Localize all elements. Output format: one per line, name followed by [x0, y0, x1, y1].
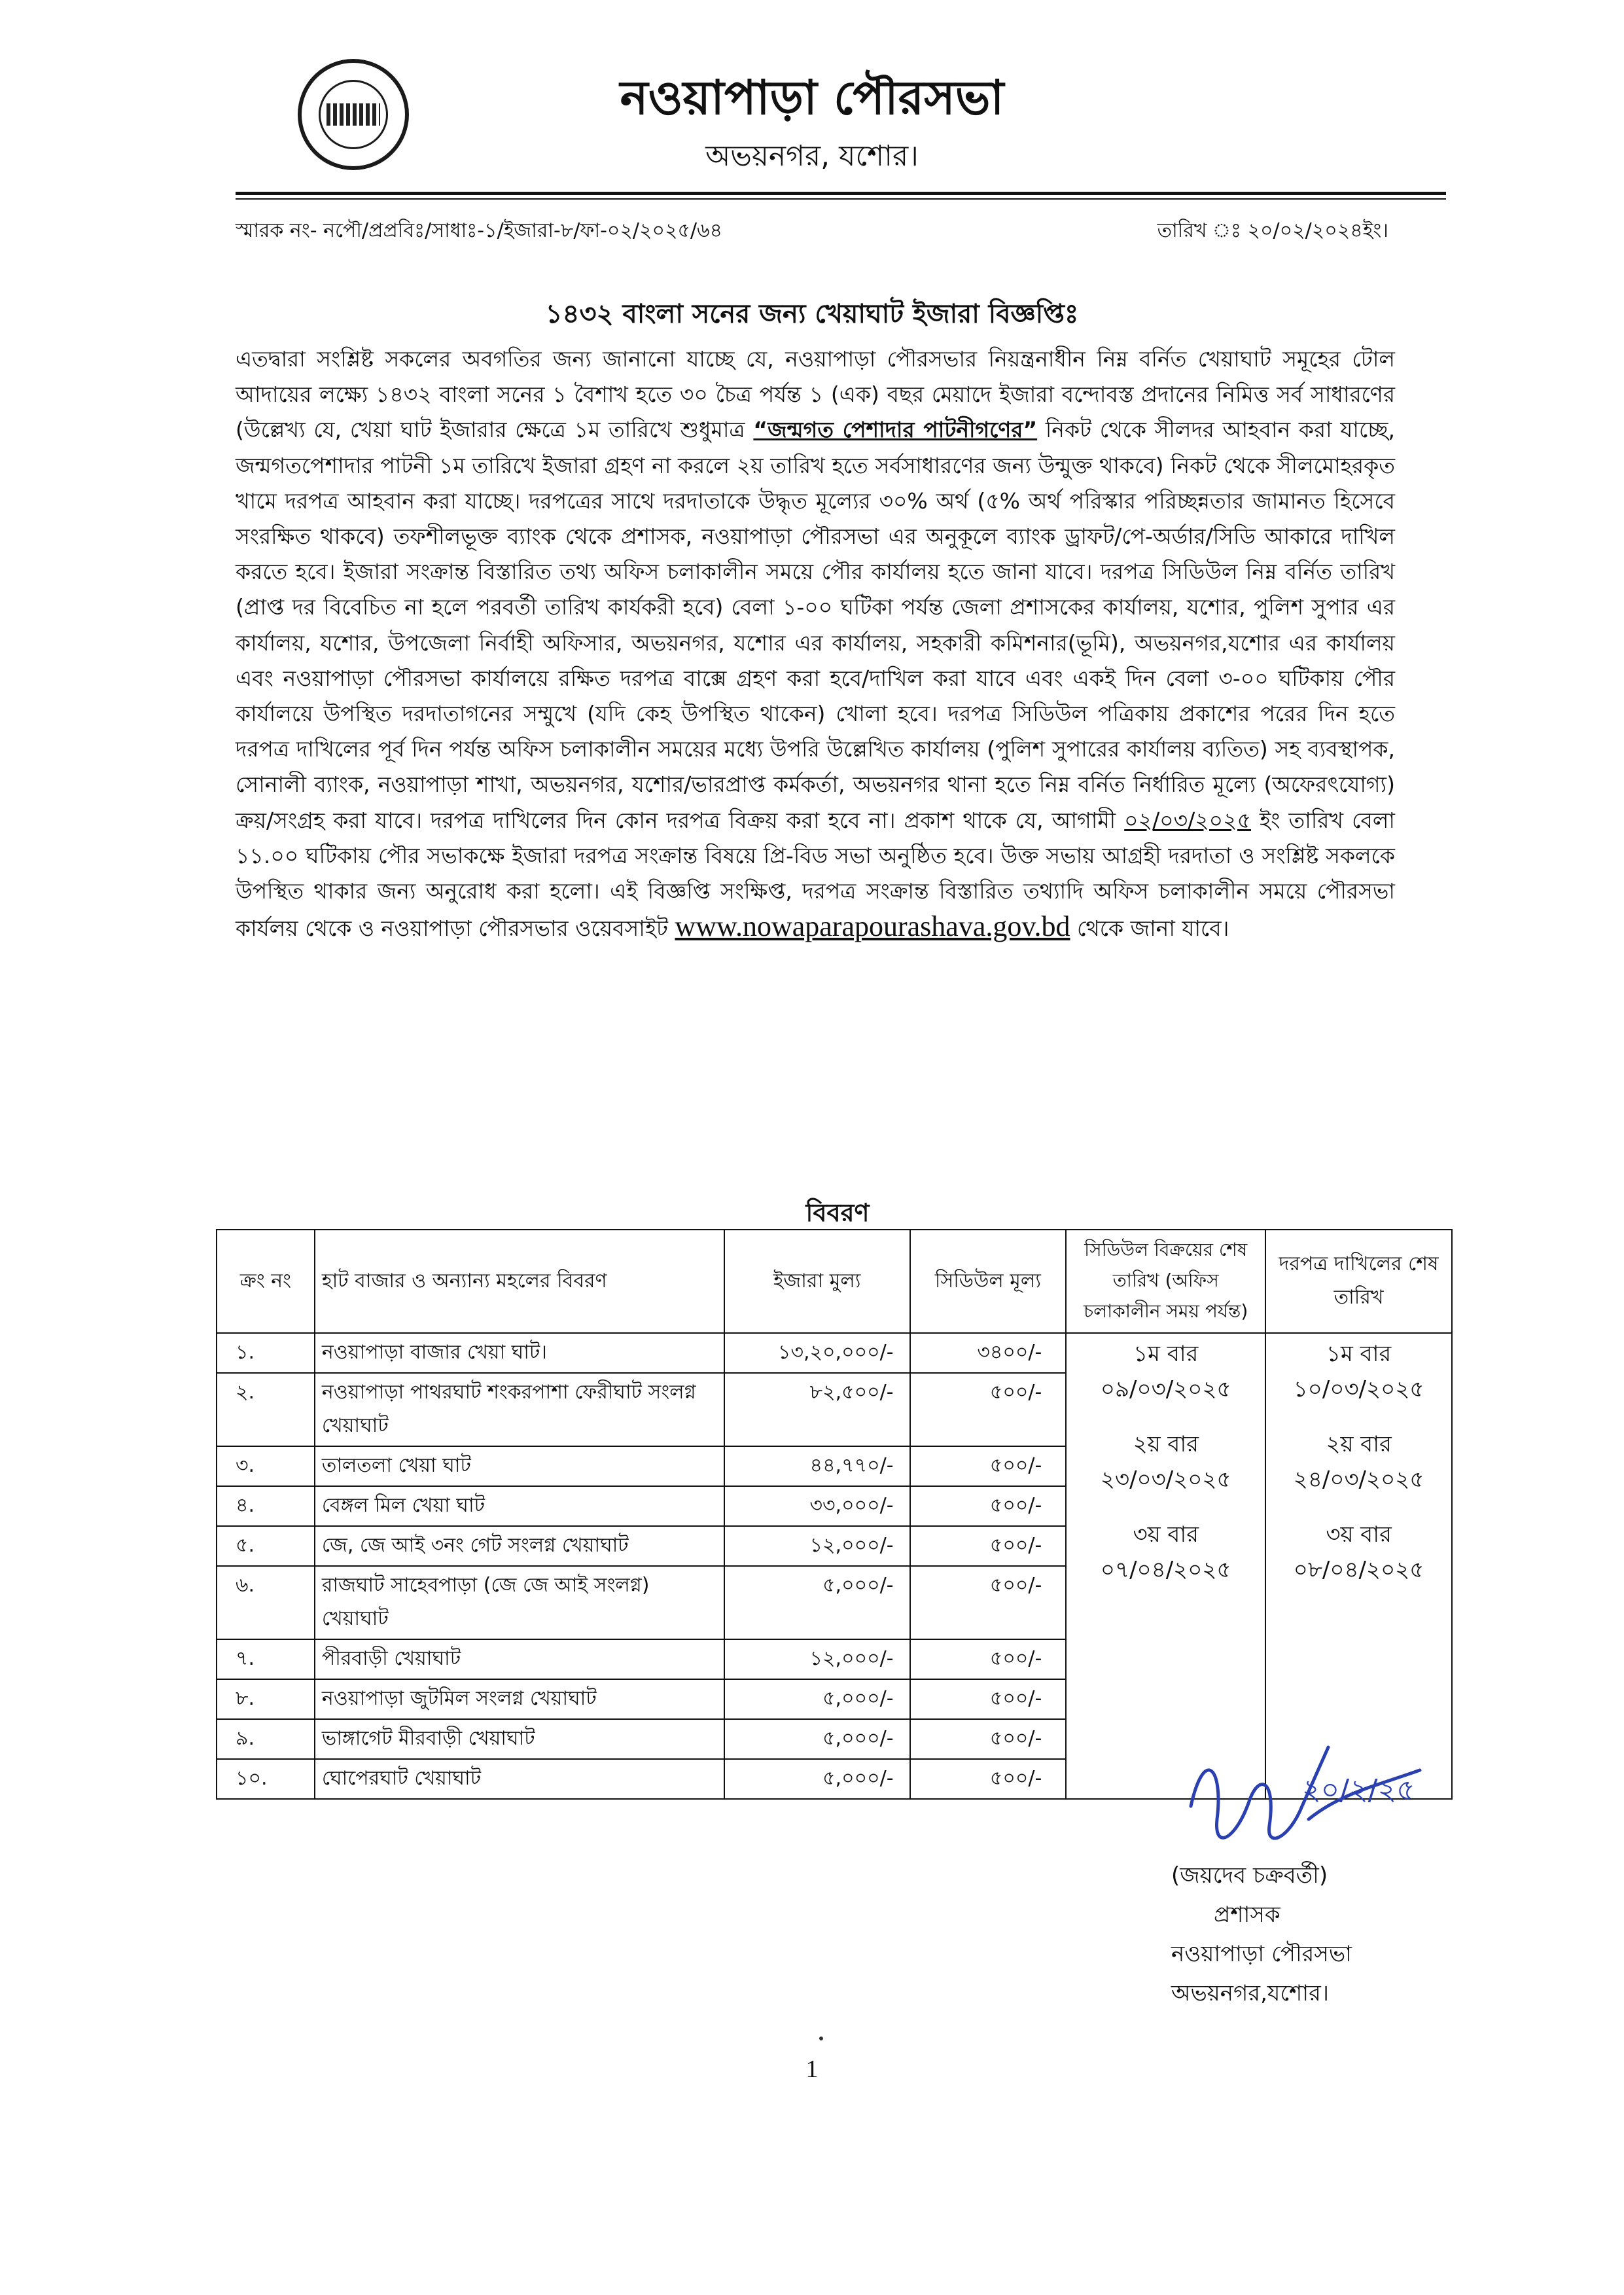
row-lease-value: ৮২,৫০০/- [724, 1373, 910, 1446]
row-schedule-price: ৩৪০০/- [910, 1333, 1067, 1373]
page-subtitle: অভয়নগর, যশোর। [705, 139, 919, 173]
notice-body-part-1: এতদ্বারা সংশ্লিষ্ট সকলের অবগতির জন্য জানানো যাচ্ছে যে, নওয়াপাড়া পৌরসভার নিয়ন্ত্রনাধীন নিম্ন বর্নিত খেয়াঘাট সমূহের টোল আদায়ের লক্ষ্যে ১৪৩২ বাংলা সনের ১ বৈশাখ হতে ৩০ চৈত্র পর্যন্ত ১ (এক) বছর মেয়াদে ইজারা বন্দোবস্ত প্রদানের নিমিত্ত সর্ব সাধারণের (উল্লেখ্য যে, খেয়া ঘাট ইজারার ক্ষেত্রে ১ম তারিখে শুধুমাত্র [236, 346, 1395, 443]
website-link[interactable]: www.nowaparapourashava.gov.bd [675, 910, 1070, 943]
submit-round-2-label: ২য় বার [1326, 1431, 1392, 1457]
row-serial: ১০. [217, 1759, 315, 1799]
sale-round-2-date: ২৩/০৩/২০২৫ [1100, 1467, 1231, 1493]
row-lease-value: ১৩,২০,০০০/- [724, 1333, 910, 1373]
row-serial: ৪. [217, 1486, 315, 1526]
notice-body [236, 342, 1395, 946]
row-lease-value: ৩৩,০০০/- [724, 1486, 910, 1526]
submit-round-3-label: ৩য় বার [1326, 1521, 1392, 1548]
row-schedule-price: ৫০০/- [910, 1759, 1067, 1799]
sale-round-1-date: ০৯/০৩/২০২৫ [1100, 1376, 1231, 1402]
header-schedule-sale-deadline: সিডিউল বিক্রয়ের শেষ তারিখ (অফিস চলাকালীন সময় পর্যন্ত) [1066, 1230, 1265, 1333]
row-schedule-price: ৫০০/- [910, 1373, 1067, 1446]
signature-date: ২০/২/২৫ [1302, 1773, 1415, 1807]
memo-date: তারিখ ঃ ২০/০২/২০২৪ইং। [1157, 219, 1388, 242]
row-description: নওয়াপাড়া পাথরঘাট শংকরপাশা ফেরীঘাট সংলগ্ন খেয়াঘাট [315, 1373, 724, 1446]
row-serial: ২. [217, 1373, 315, 1446]
header-description: হাট বাজার ও অন্যান্য মহলের বিবরণ [315, 1230, 724, 1333]
row-serial: ১. [217, 1333, 315, 1373]
submit-round-1-label: ১ম বার [1326, 1341, 1392, 1367]
header-schedule-price: সিডিউল মূল্য [910, 1230, 1067, 1333]
row-lease-value: ৪৪,৭৭০/- [724, 1446, 910, 1486]
sale-round-1-label: ১ম বার [1133, 1341, 1199, 1367]
row-schedule-price: ৫০০/- [910, 1719, 1067, 1759]
table-caption: বিবরণ [805, 1198, 870, 1227]
row-description: তালতলা খেয়া ঘাট [315, 1446, 724, 1486]
row-description: পীরবাড়ী খেয়াঘাট [315, 1639, 724, 1679]
sale-round-2-label: ২য় বার [1133, 1431, 1199, 1457]
row-lease-value: ৫,০০০/- [724, 1566, 910, 1639]
row-description: ভাঙ্গাগেট মীরবাড়ী খেয়াঘাট [315, 1719, 724, 1759]
signatory-designation: প্রশাসক [1214, 1902, 1280, 1928]
row-description: রাজঘাট সাহেবপাড়া (জে জে আই সংলগ্ন) খেয়াঘাট [315, 1566, 724, 1639]
notice-body-part-4: থেকে জানা যাবে। [1070, 916, 1229, 942]
page-number: 1 [805, 2055, 819, 2083]
row-serial: ৯. [217, 1719, 315, 1759]
sale-round-3-label: ৩য় বার [1133, 1521, 1199, 1548]
notice-body-part-2: নিকট থেকে সীলদর আহবান করা যাচ্ছে, জন্মগতপেশাদার পাটনী ১ম তারিখে ইজারা গ্রহণ না করলে ২য় তারিখ হতে সর্বসাধারণের জন্য উন্মুক্ত থাকবে) নিকট থেকে সীলমোহরকৃত খামে দরপত্র আহবান করা যাচ্ছে। দরপত্রের সাথে দরদাতাকে উদ্ধৃত মূল্যের ৩০% অর্থ (৫% অর্থ পরিস্কার পরিচ্ছন্নতার জামানত হিসেবে সংরক্ষিত থাকবে) তফশীলভূক্ত ব্যাংক থেকে প্রশাসক, নওয়াপাড়া পৌরসভা এর অনুকূলে ব্যাংক ড্রাফট/পে-অর্ডার/সিডি আকারে দাখিল করতে হবে। ইজারা সংক্রান্ত বিস্তারিত তথ্য অফিস চলাকালীন সময়ে পৌর কার্যালয় হতে জানা যাবে। দরপত্র সিডিউল নিম্ন বর্নিত তারিখ (প্রাপ্ত দর বিবেচিত না হলে পরবর্তী তারিখ কার্যকরী হবে) বেলা ১-০০ ঘটিকা পর্যন্ত জেলা প্রশাসকের কার্যালয়, যশোর, পুলিশ সুপার এর কার্যালয়, যশোর, উপজেলা নির্বাহী অফিসার, অভয়নগর, যশোর এর কার্যালয়, সহকারী কমিশনার(ভূমি), অভয়নগর,যশোর এর কার্যালয় এবং নওয়াপাড়া পৌরসভা কার্যালয়ে রক্ষিত দরপত্র বাক্সে গ্রহণ করা হবে/দাখিল করা যাবে এবং একই দিন বেলা ৩-০০ ঘটিকায় পৌর কার্যালয়ে উপস্থিত দরদাতাগনের সম্মুখে (যদি কেহ উপস্থিত থাকেন) খোলা হবে। দরপত্র সিডিউল পত্রিকায় প্রকাশের পরের দিন হতে দরপত্র দাখিলের পূর্ব দিন পর্যন্ত অফিস চলাকালীন সময়ের মধ্যে উপরি উল্লেখিত কার্যালয় (পুলিশ সুপারের কার্যালয় ব্যতিত) সহ ব্যবস্থাপক, সোনালী ব্যাংক, নওয়াপাড়া শাখা, অভয়নগর, যশোর/ভারপ্রাপ্ত কর্মকর্তা, অভয়নগর থানা হতে নিম্ন বর্নিত নির্ধারিত মূল্যে (অফেরৎযোগ্য) ক্রয়/সংগ্রহ করা যাবে। দরপত্র দাখিলের দিন কোন দরপত্র বিক্রয় করা হবে না। প্রকাশ থাকে যে, আগামী [236, 417, 1395, 833]
submit-round-1-date: ১০/০৩/২০২৫ [1293, 1376, 1424, 1402]
row-serial: ৩. [217, 1446, 315, 1486]
notice-title: ১৪৩২ বাংলা সনের জন্য খেয়াঘাট ইজারা বিজ্ঞপ্তিঃ [545, 299, 1079, 329]
submit-round-2-date: ২৪/০৩/২০২৫ [1293, 1467, 1424, 1493]
row-lease-value: ১২,০০০/- [724, 1526, 910, 1566]
row-description: নওয়াপাড়া বাজার খেয়া ঘাট। [315, 1333, 724, 1373]
handwritten-signature [1178, 1708, 1426, 1872]
row-schedule-price: ৫০০/- [910, 1486, 1067, 1526]
row-serial: ৫. [217, 1526, 315, 1566]
signatory-name: (জয়দেব চক্রবর্তী) [1171, 1862, 1328, 1889]
row-schedule-price: ৫০০/- [910, 1526, 1067, 1566]
header-submission-deadline: দরপত্র দাখিলের শেষ তারিখ [1265, 1230, 1452, 1333]
signatory-office: নওয়াপাড়া পৌরসভা [1171, 1941, 1352, 1967]
header-divider-thick [236, 192, 1446, 195]
notice-body-part-3: ইং তারিখ বেলা ১১.০০ ঘটিকায় পৌর সভাকক্ষে ইজারা দরপত্র সংক্রান্ত বিষয়ে প্রি-বিড সভা অনুষ্ঠিত হবে। উক্ত সভায় আগ্রহী দরদাতা ও সংশ্লিষ্ট সকলকে উপস্থিত থাকার জন্য অনুরোধ করা হলো। এই বিজ্ঞপ্তি সংক্ষিপ্ত, দরপত্র সংক্রান্ত বিস্তারিত তথ্যাদি অফিস চলাকালীন সময়ে পৌরসভা কার্যলয় থেকে ও নওয়াপাড়া পৌরসভার ওয়েবসাইট [236, 807, 1395, 942]
row-description: ঘোপেরঘাট খেয়াঘাট [315, 1759, 724, 1799]
page-title: নওয়াপাড়া পৌরসভা [620, 70, 1004, 125]
page-mark [819, 2037, 823, 2040]
table-row [217, 1333, 1452, 1373]
row-schedule-price: ৫০০/- [910, 1446, 1067, 1486]
header-serial: ক্রং নং [217, 1230, 315, 1333]
row-serial: ৬. [217, 1566, 315, 1639]
row-schedule-price: ৫০০/- [910, 1566, 1067, 1639]
prebid-date: ০২/০৩/২০২৫ [1124, 807, 1252, 833]
row-lease-value: ৫,০০০/- [724, 1719, 910, 1759]
sale-round-3-date: ০৭/০৪/২০২৫ [1100, 1557, 1231, 1583]
signatory-address: অভয়নগর,যশোর। [1171, 1980, 1329, 2006]
memo-number: স্মারক নং- নপৌ/প্রপ্রবিঃ/সাধাঃ-১/ইজারা-৮/ফা-০২/২০২৫/৬৪ [236, 219, 723, 242]
row-lease-value: ৫,০০০/- [724, 1759, 910, 1799]
header-lease-value: ইজারা মুল্য [724, 1230, 910, 1333]
row-description: জে, জে আই ৩নং গেট সংলগ্ন খেয়াঘাট [315, 1526, 724, 1566]
row-schedule-price: ৫০০/- [910, 1679, 1067, 1719]
notice-quote: “জন্মগত পেশাদার পাটনীগণের” [753, 417, 1038, 443]
row-schedule-price: ৫০০/- [910, 1639, 1067, 1679]
row-serial: ৭. [217, 1639, 315, 1679]
row-description: বেঙ্গল মিল খেয়া ঘাট [315, 1486, 724, 1526]
submit-round-3-date: ০৮/০৪/২০২৫ [1293, 1557, 1424, 1583]
header-divider-thin [236, 198, 1446, 200]
row-description: নওয়াপাড়া জুটমিল সংলগ্ন খেয়াঘাট [315, 1679, 724, 1719]
row-serial: ৮. [217, 1679, 315, 1719]
row-lease-value: ১২,০০০/- [724, 1639, 910, 1679]
row-lease-value: ৫,০০০/- [724, 1679, 910, 1719]
